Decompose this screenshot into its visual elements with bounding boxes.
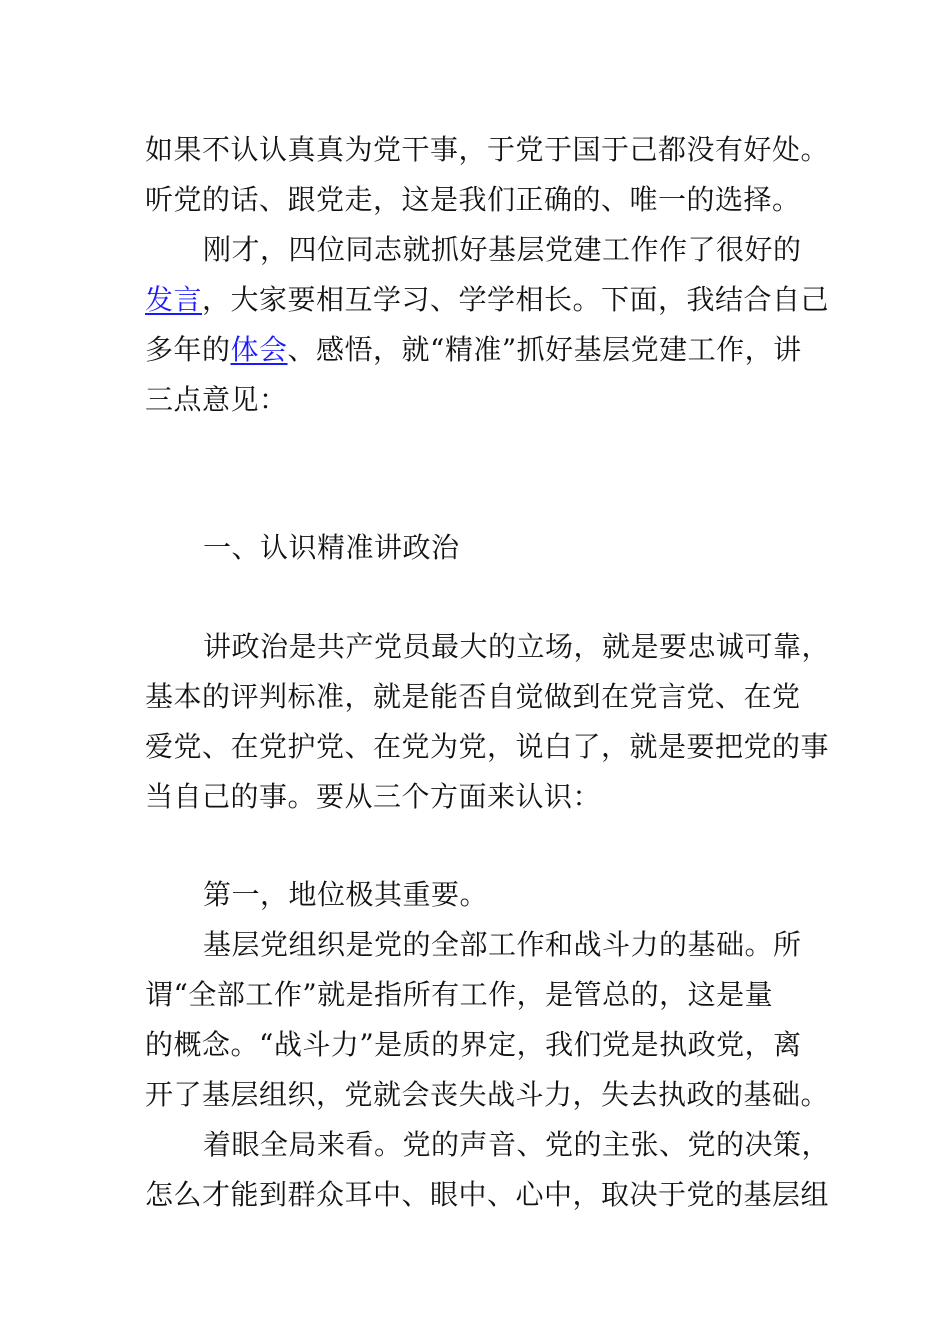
- text-segment: 多年的: [145, 333, 231, 366]
- text-line: [145, 330, 825, 370]
- text-line: 开了基层组织，党就会丧失战斗力，失去执政的基础。: [145, 1078, 830, 1111]
- text-line: 三点意见：: [145, 383, 288, 416]
- text-line: 谓“全部工作”就是指所有工作，是管总的，这是量: [145, 978, 774, 1011]
- text-line: 基本的评判标准，就是能否自觉做到在党言党、在党: [145, 680, 801, 713]
- text-line: 怎么才能到群众耳中、眼中、心中，取决于党的基层组: [145, 1178, 830, 1211]
- text-line: 的概念。“战斗力”是质的界定，我们党是执政党，离: [145, 1028, 802, 1061]
- paragraph-start: 刚才，四位同志就抓好基层党建工作作了很好的: [203, 233, 802, 266]
- text-line: 当自己的事。要从三个方面来认识：: [145, 780, 602, 813]
- link-tihui[interactable]: 体会: [230, 333, 288, 366]
- text-segment: 、感悟，就“精准”抓好基层党建工作，讲: [287, 333, 802, 366]
- text-line: 听党的话、跟党走，这是我们正确的、唯一的选择。: [145, 183, 801, 216]
- paragraph-start: 基层党组织是党的全部工作和战斗力的基础。所: [203, 928, 802, 961]
- paragraph-start: 讲政治是共产党员最大的立场，就是要忠诚可靠，: [203, 630, 831, 663]
- link-fayan[interactable]: 发言: [145, 283, 203, 316]
- text-line: 爱党、在党护党、在党为党，说白了，就是要把党的事: [145, 730, 830, 763]
- section-heading: 一、认识精准讲政治: [203, 531, 460, 564]
- subheading: 第一，地位极其重要。: [203, 878, 489, 911]
- paragraph-start: 着眼全局来看。党的声音、党的主张、党的决策，: [203, 1128, 831, 1161]
- text-line: [145, 280, 830, 320]
- text-line: 如果不认认真真为党干事，于党于国于己都没有好处。: [145, 133, 830, 166]
- text-segment: ，大家要相互学习、学学相长。下面，我结合自己: [202, 283, 830, 316]
